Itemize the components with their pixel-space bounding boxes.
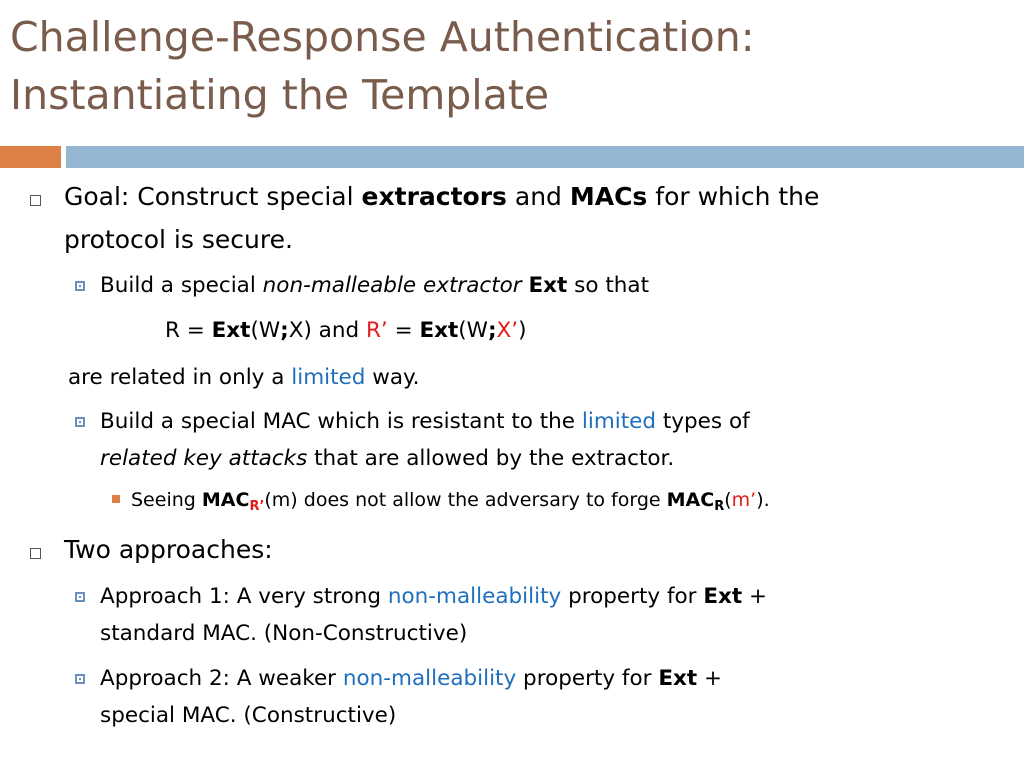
build-mac-suffix: types of: [656, 409, 750, 434]
eq-args-2-open: (W: [458, 318, 488, 343]
eq-semicolon-2: ;: [487, 318, 497, 343]
goal-macs: MACs: [569, 182, 648, 211]
bullet-level3-icon: [112, 495, 120, 503]
two-approaches-heading: Two approaches:: [64, 535, 273, 564]
approach-1-non-malleability: non-malleability: [387, 584, 562, 609]
seeing-text: Seeing: [131, 489, 202, 511]
goal-line-2: protocol is secure.: [64, 225, 293, 254]
bullet-level2-icon: [75, 592, 85, 602]
bullet-level1-icon: [30, 195, 41, 206]
approach-2-non-malleability: non-malleability: [342, 666, 517, 691]
build-ext-line: [100, 271, 649, 301]
mac-term-1: MAC: [201, 489, 250, 511]
related-line: [68, 363, 420, 393]
approach-2-line-2: special MAC. (Constructive): [100, 703, 397, 728]
limited-term-1: limited: [291, 365, 366, 390]
slide-title: [10, 8, 1010, 124]
title-line-2: Instantiating the Template: [10, 71, 550, 119]
equation-line: [165, 316, 527, 346]
approach-2-ext: Ext: [658, 666, 698, 691]
approach-1-mid: property for: [561, 584, 704, 609]
goal-and: and: [506, 182, 570, 211]
build-mac-line-2-suffix: that are allowed by the extractor.: [307, 446, 675, 471]
approach-2-mid: property for: [516, 666, 659, 691]
eq-semicolon-1: ;: [280, 318, 289, 343]
eq-ext-2: Ext: [419, 318, 459, 343]
approach-2-line-1: [100, 664, 722, 694]
title-line-1: Challenge-Response Authentication:: [10, 13, 755, 61]
build-ext-suffix: so that: [567, 273, 650, 298]
non-malleable-extractor-term: non-malleable extractor: [262, 273, 522, 298]
ext-term: Ext: [528, 273, 568, 298]
eq-args-1-open: (W: [250, 318, 281, 343]
eq-r: R =: [165, 318, 212, 343]
eq-args-2-close: ): [518, 318, 527, 343]
mac-subscript-r-prime: R’: [249, 499, 265, 514]
approach-1-line-2: standard MAC. (Non-Constructive): [100, 621, 468, 646]
goal-extractors: extractors: [361, 182, 507, 211]
build-mac-line-2: [100, 444, 674, 474]
limited-term-2: limited: [581, 409, 657, 434]
build-mac-text: Build a special MAC which is resistant to the: [100, 409, 582, 434]
approach-1-line-1: [100, 582, 767, 612]
approach-2-plus: +: [697, 666, 723, 691]
bullet-level2-icon: [75, 281, 85, 291]
seeing-paren-open: (: [724, 489, 732, 511]
mac-subscript-r: R: [714, 499, 725, 514]
goal-text: Goal: Construct special: [64, 182, 362, 211]
related-key-attacks-term: related key attacks: [100, 446, 308, 471]
seeing-line: [131, 487, 770, 513]
approach-2-text: Approach 2: A weaker: [100, 666, 343, 691]
accent-bar-blue: [66, 146, 1024, 168]
related-text: are related in only a: [68, 365, 292, 390]
approach-1-ext: Ext: [703, 584, 743, 609]
eq-ext-1: Ext: [211, 318, 251, 343]
eq-r-prime: R’: [365, 318, 388, 343]
m-prime: m’: [731, 489, 757, 511]
approach-1-plus: +: [742, 584, 768, 609]
bullet-level2-icon: [75, 417, 85, 427]
eq-args-1-close: X) and: [288, 318, 366, 343]
eq-equals-2: =: [387, 318, 420, 343]
bullet-level2-icon: [75, 674, 85, 684]
bullet-level1-icon: [30, 548, 41, 559]
related-suffix: way.: [365, 365, 420, 390]
eq-x-prime: X’: [496, 318, 519, 343]
goal-suffix: for which the: [647, 182, 820, 211]
accent-bar-orange: [0, 146, 61, 168]
approach-1-text: Approach 1: A very strong: [100, 584, 388, 609]
build-ext-text: Build a special: [100, 273, 263, 298]
seeing-paren-close: ).: [756, 489, 770, 511]
mac-term-2: MAC: [666, 489, 715, 511]
goal-line-1: [64, 180, 819, 214]
seeing-mid: (m) does not allow the adversary to forge: [264, 489, 667, 511]
build-mac-line-1: [100, 407, 750, 437]
